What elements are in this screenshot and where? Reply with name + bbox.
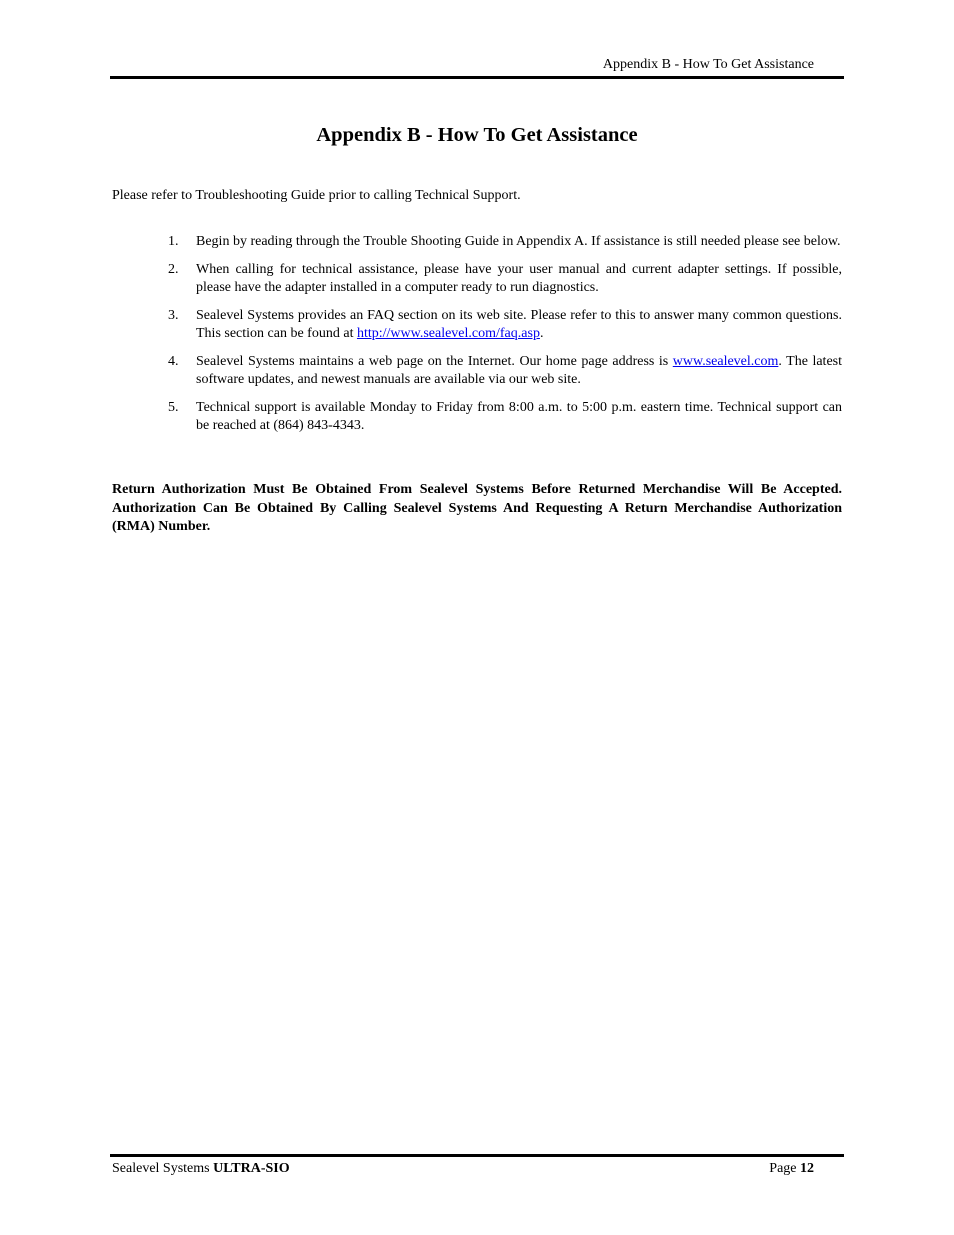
step-text: Begin by reading through the Trouble Shooting Guide in Appendix A. If assistance is still needed please see below. <box>196 234 841 249</box>
footer-company-name: Sealevel Systems <box>112 1161 210 1176</box>
list-item-step-5 <box>112 399 842 435</box>
step-number: 3. <box>168 308 179 323</box>
step-number: 1. <box>168 234 179 249</box>
page-title: Appendix B - How To Get Assistance <box>316 124 638 146</box>
step-text: Technical support is available Monday to Friday from 8:00 a.m. to 5:00 p.m. eastern time. Technical support can be reached at (864) 843-4343. <box>196 400 842 433</box>
intro-paragraph: Please refer to Troubleshooting Guide prior to calling Technical Support. <box>112 188 521 203</box>
step-number: 2. <box>168 262 179 277</box>
rma-notice: Return Authorization Must Be Obtained From Sealevel Systems Before Returned Merchandise Will Be Accepted. Authorization Can Be Obtained By Calling Sealevel Systems And Requesting A Return Merchandise Authorization (RMA) Number. <box>112 482 842 534</box>
step-text-end: . The latest software updates, and newest manuals are available via our web site. <box>196 354 843 387</box>
footer-page <box>600 1160 814 1178</box>
footer-rule <box>110 1154 844 1157</box>
footer-product-name: ULTRA-SIO <box>213 1161 290 1176</box>
step-number: 4. <box>168 354 179 369</box>
assistance-steps-list <box>112 233 842 445</box>
footer-page-label: Page <box>769 1161 797 1176</box>
list-item-step-1 <box>112 233 842 251</box>
faq-link[interactable]: http://www.sealevel.com/faq.asp <box>356 326 540 341</box>
step-text-end: . <box>539 326 544 341</box>
homepage-link[interactable]: www.sealevel.com <box>672 354 779 369</box>
step-text: Sealevel Systems maintains a web page on the Internet. Our home page address is <box>196 354 673 369</box>
list-item-step-3 <box>112 307 842 343</box>
step-text: Sealevel Systems provides an FAQ section on its web site. Please refer to this to answer many common questions. This section can be found at <box>196 308 842 341</box>
list-item-step-2 <box>112 261 842 297</box>
step-number: 5. <box>168 400 179 415</box>
running-header: Appendix B - How To Get Assistance <box>602 57 814 72</box>
header-rule <box>110 76 844 79</box>
list-item-step-4 <box>112 353 842 389</box>
footer-page-number: 12 <box>800 1161 814 1176</box>
footer-company <box>112 1160 290 1178</box>
step-text: When calling for technical assistance, please have your user manual and current adapter settings. If possible, please have the adapter installed in a computer ready to run diagnostics. <box>196 262 842 295</box>
